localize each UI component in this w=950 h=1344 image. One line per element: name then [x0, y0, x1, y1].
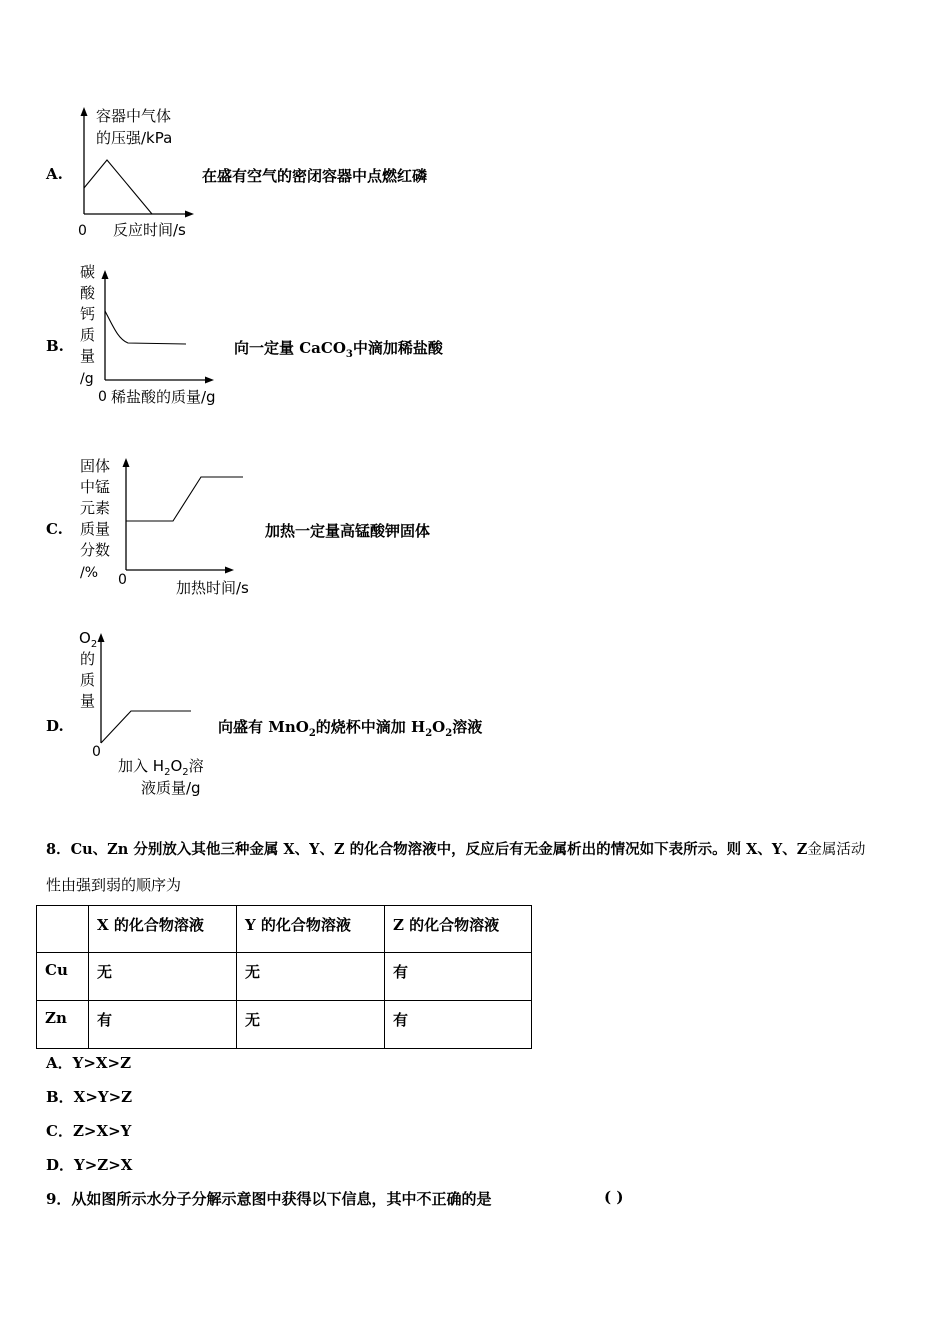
table-header-cell — [37, 906, 89, 953]
q8-text-light: 金属活动 — [807, 842, 866, 858]
q8-text-line2: 性由强到弱的顺序为 — [46, 876, 182, 894]
q8-table — [36, 905, 532, 1049]
q9-blank: ( ) — [604, 1188, 624, 1206]
option-b-x-label: 稀盐酸的质量/g — [111, 388, 216, 406]
option-c-y-line: 质量 — [80, 520, 111, 538]
table-row — [37, 953, 532, 1001]
table-cell: 有 — [385, 1001, 532, 1049]
option-d-y-char: 量 — [80, 692, 96, 710]
option-a-x-label: 反应时间/s — [113, 221, 186, 239]
option-a-y-label-2: 的压强/kPa — [96, 129, 173, 147]
option-d-desc-post: 溶液 — [452, 718, 483, 736]
table-header-row — [37, 906, 532, 953]
q8-text-line1 — [46, 838, 865, 859]
option-c-x-label: 加热时间/s — [176, 579, 249, 597]
q8-text-bold: 8．Cu、Zn 分别放入其他三种金属 X、Y、Z 的化合物溶液中，反应后有无金属析出的情况如下表所示。则 X、Y、Z — [46, 841, 808, 858]
option-d-x-sub2: 2 — [182, 767, 189, 778]
option-d-curve — [101, 711, 191, 743]
table-cell: 有 — [89, 1001, 237, 1049]
option-b-y-char: 钙 — [80, 305, 96, 323]
option-a-description: 在盛有空气的密闭容器中点燃红磷 — [202, 167, 428, 185]
option-d-desc-pre: 向盛有 MnO — [218, 718, 309, 736]
option-d-y-arrow — [98, 633, 105, 642]
option-a-y-label-1: 容器中气体 — [96, 107, 172, 125]
option-d-desc-sub2: 2 — [425, 728, 433, 739]
option-c-origin: 0 — [118, 572, 127, 588]
option-a-letter: A. — [46, 165, 63, 183]
q8-answer-b: B．X>Y>Z — [46, 1088, 133, 1106]
option-d-x-mid: O — [170, 757, 183, 775]
q8-answer-d: D．Y>Z>X — [46, 1156, 133, 1174]
option-b-y-char: 质 — [80, 326, 96, 344]
option-d-x-label-2: 液质量/g — [141, 779, 201, 797]
option-a-origin: 0 — [78, 223, 87, 239]
table-header-cell: X 的化合物溶液 — [89, 906, 237, 953]
option-c-y-line: 元素 — [80, 499, 111, 517]
option-d-desc-mid: 的烧杯中滴加 H — [315, 718, 426, 736]
option-b-y-unit: /g — [80, 371, 94, 387]
option-c-y-unit: /% — [80, 565, 99, 581]
option-b-y-char: 碳 — [80, 263, 96, 281]
option-c-letter: C. — [46, 520, 63, 538]
option-c-y-line: 中锰 — [80, 478, 111, 496]
option-c-y-line: 分数 — [80, 541, 111, 559]
option-d-y-char: 的 — [80, 650, 96, 668]
option-d-description — [218, 716, 482, 739]
option-d-x-post: 溶 — [188, 757, 204, 775]
table-row — [37, 1001, 532, 1049]
q9-text: 9．从如图所示水分子分解示意图中获得以下信息，其中不正确的是 — [46, 1190, 492, 1208]
option-b-desc-post: 中滴加稀盐酸 — [352, 339, 443, 357]
table-cell: 无 — [237, 1001, 385, 1049]
option-d-desc-sub1: 2 — [308, 728, 316, 739]
table-cell: 无 — [89, 953, 237, 1001]
table-header-cell: Z 的化合物溶液 — [385, 906, 532, 953]
option-d-desc-mid2: O — [432, 718, 446, 736]
option-d-origin: 0 — [92, 744, 101, 760]
option-b-desc-pre: 向一定量 CaCO — [234, 339, 346, 357]
option-b-origin: 0 — [98, 389, 107, 405]
option-d-desc-sub3: 2 — [445, 728, 453, 739]
option-b-letter: B. — [46, 337, 64, 355]
option-d-y-o: O — [79, 629, 91, 647]
option-d-x-pre: 加入 H — [118, 757, 165, 775]
table-header-cell: Y 的化合物溶液 — [237, 906, 385, 953]
table-cell: 无 — [237, 953, 385, 1001]
table-cell: Cu — [37, 953, 89, 1001]
table-cell: 有 — [385, 953, 532, 1001]
option-c-description: 加热一定量高锰酸钾固体 — [265, 522, 431, 540]
q8-answer-c: C．Z>X>Y — [46, 1122, 132, 1140]
option-d-x-sub1: 2 — [164, 767, 171, 778]
option-b-y-char: 量 — [80, 347, 96, 365]
option-d-letter: D. — [46, 717, 64, 735]
option-b-desc-sub: 3 — [345, 349, 353, 360]
option-c-y-line: 固体 — [80, 457, 111, 475]
option-b-y-char: 酸 — [80, 284, 96, 302]
table-cell: Zn — [37, 1001, 89, 1049]
option-d-y-char: 质 — [80, 671, 96, 689]
q8-answer-a: A．Y>X>Z — [46, 1054, 132, 1072]
option-d-y-o-sub: 2 — [90, 639, 98, 650]
